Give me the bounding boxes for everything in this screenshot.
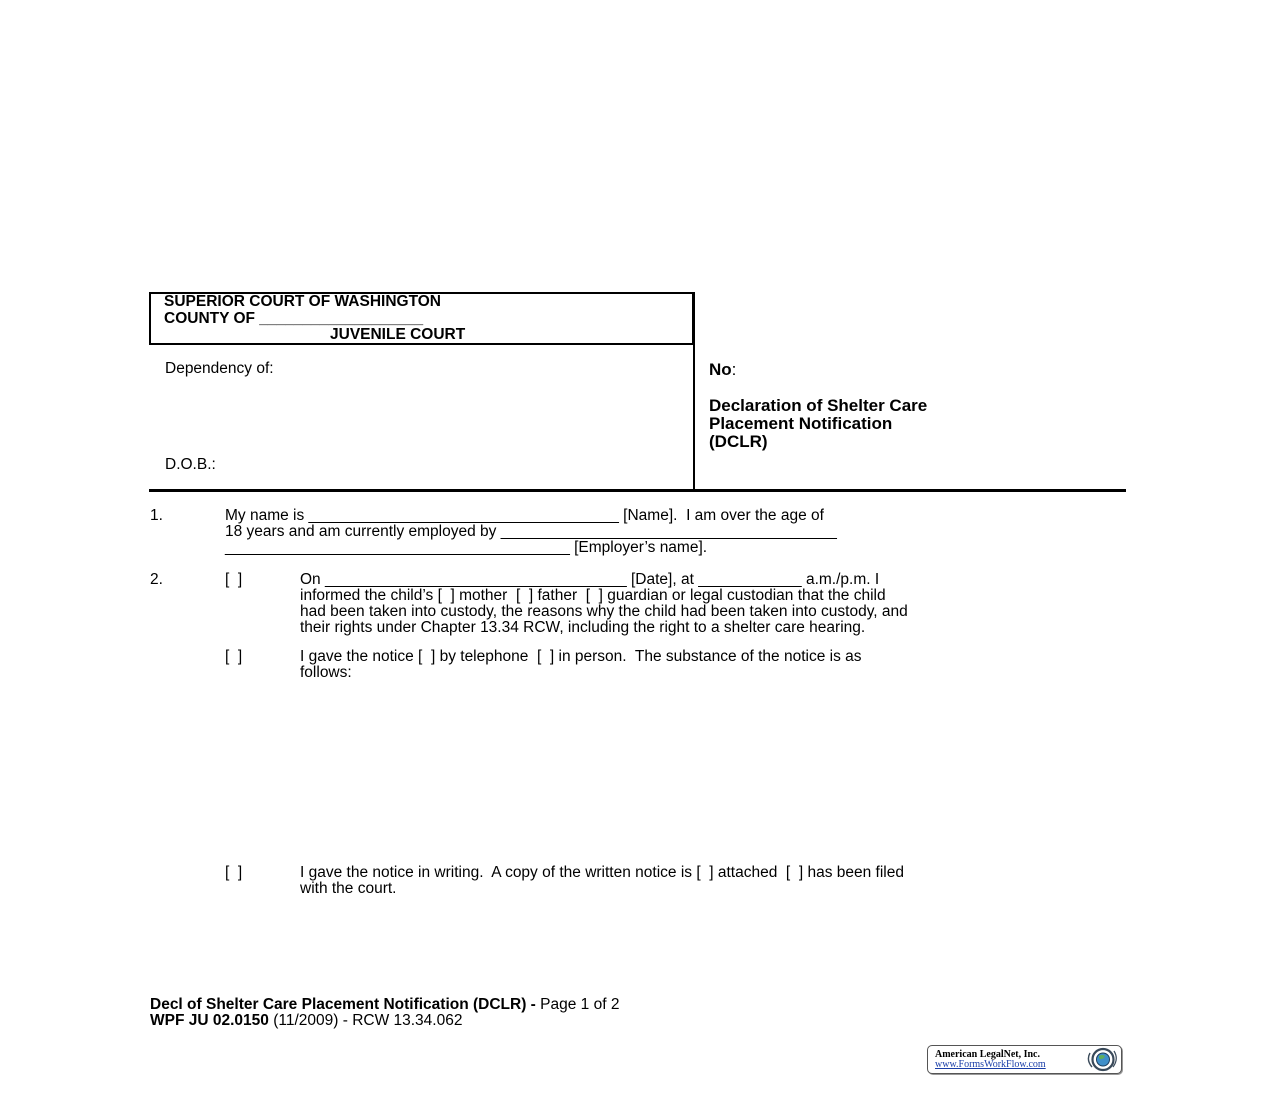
item-2b-line: I gave the notice [ ] by telephone [ ] in person. The substance of the notice is as <box>300 648 862 665</box>
item-2b-line: follows: <box>300 664 352 681</box>
item-1-line: My name is ____________________________________ [Name]. I am over the age of <box>225 507 824 524</box>
item-2c-line: I gave the notice in writing. A copy of the written notice is [ ] attached [ ] has been filed <box>300 864 904 881</box>
court-name: SUPERIOR COURT OF WASHINGTON <box>164 293 442 310</box>
item-2a-line: had been taken into custody, the reasons why the child had been taken into custody, and <box>300 603 908 620</box>
form-title-line1: Declaration of Shelter Care <box>709 396 928 415</box>
item-1-line: 18 years and am currently employed by _______________________________________ <box>225 523 837 540</box>
dob-label: D.O.B.: <box>165 456 216 473</box>
item-2c-checkbox[interactable]: [ ] <box>225 864 243 881</box>
case-number-label-text: No <box>709 360 732 379</box>
form-title-line3: (DCLR) <box>709 432 768 451</box>
footer-form-revision: (11/2009) - RCW 13.34.062 <box>268 1012 463 1029</box>
form-title-line2: Placement Notification <box>709 414 893 433</box>
globe-icon <box>1086 1047 1119 1072</box>
logo-company-name: American LegalNet, Inc. <box>935 1049 1040 1060</box>
footer-title-bold: Decl of Shelter Care Placement Notification (DCLR) - <box>150 996 536 1013</box>
caption-rule <box>149 489 1126 492</box>
case-number-label <box>709 362 736 378</box>
item-2a-line: informed the child’s [ ] mother [ ] father [ ] guardian or legal custodian that the child <box>300 587 886 604</box>
case-number-colon: : <box>731 360 737 379</box>
item-2-number: 2. <box>150 571 163 588</box>
footer-form-id <box>150 1013 462 1029</box>
dependency-label: Dependency of: <box>165 360 274 377</box>
item-2b-checkbox[interactable]: [ ] <box>225 648 243 665</box>
item-2a-line: their rights under Chapter 13.34 RCW, including the right to a shelter care hearing. <box>300 619 866 636</box>
footer-page-number: Page 1 of 2 <box>535 996 620 1013</box>
juvenile-court-label: JUVENILE COURT <box>330 326 466 343</box>
item-1-line: ________________________________________ [Employer’s name]. <box>225 539 708 556</box>
item-2a-checkbox[interactable]: [ ] <box>225 571 243 588</box>
logo-url-link[interactable]: www.FormsWorkFlow.com <box>935 1059 1046 1070</box>
caption-divider <box>693 292 695 490</box>
item-2a-line: On ___________________________________ [Date], at ____________ a.m./p.m. I <box>300 571 880 588</box>
footer-form-code: WPF JU 02.0150 <box>150 1012 269 1029</box>
item-2c-line: with the court. <box>300 880 397 897</box>
item-1-number: 1. <box>150 507 163 524</box>
county-line: COUNTY OF ___________________ <box>164 310 424 327</box>
footer-form-title <box>150 997 619 1013</box>
american-legalnet-logo[interactable] <box>927 1045 1122 1074</box>
